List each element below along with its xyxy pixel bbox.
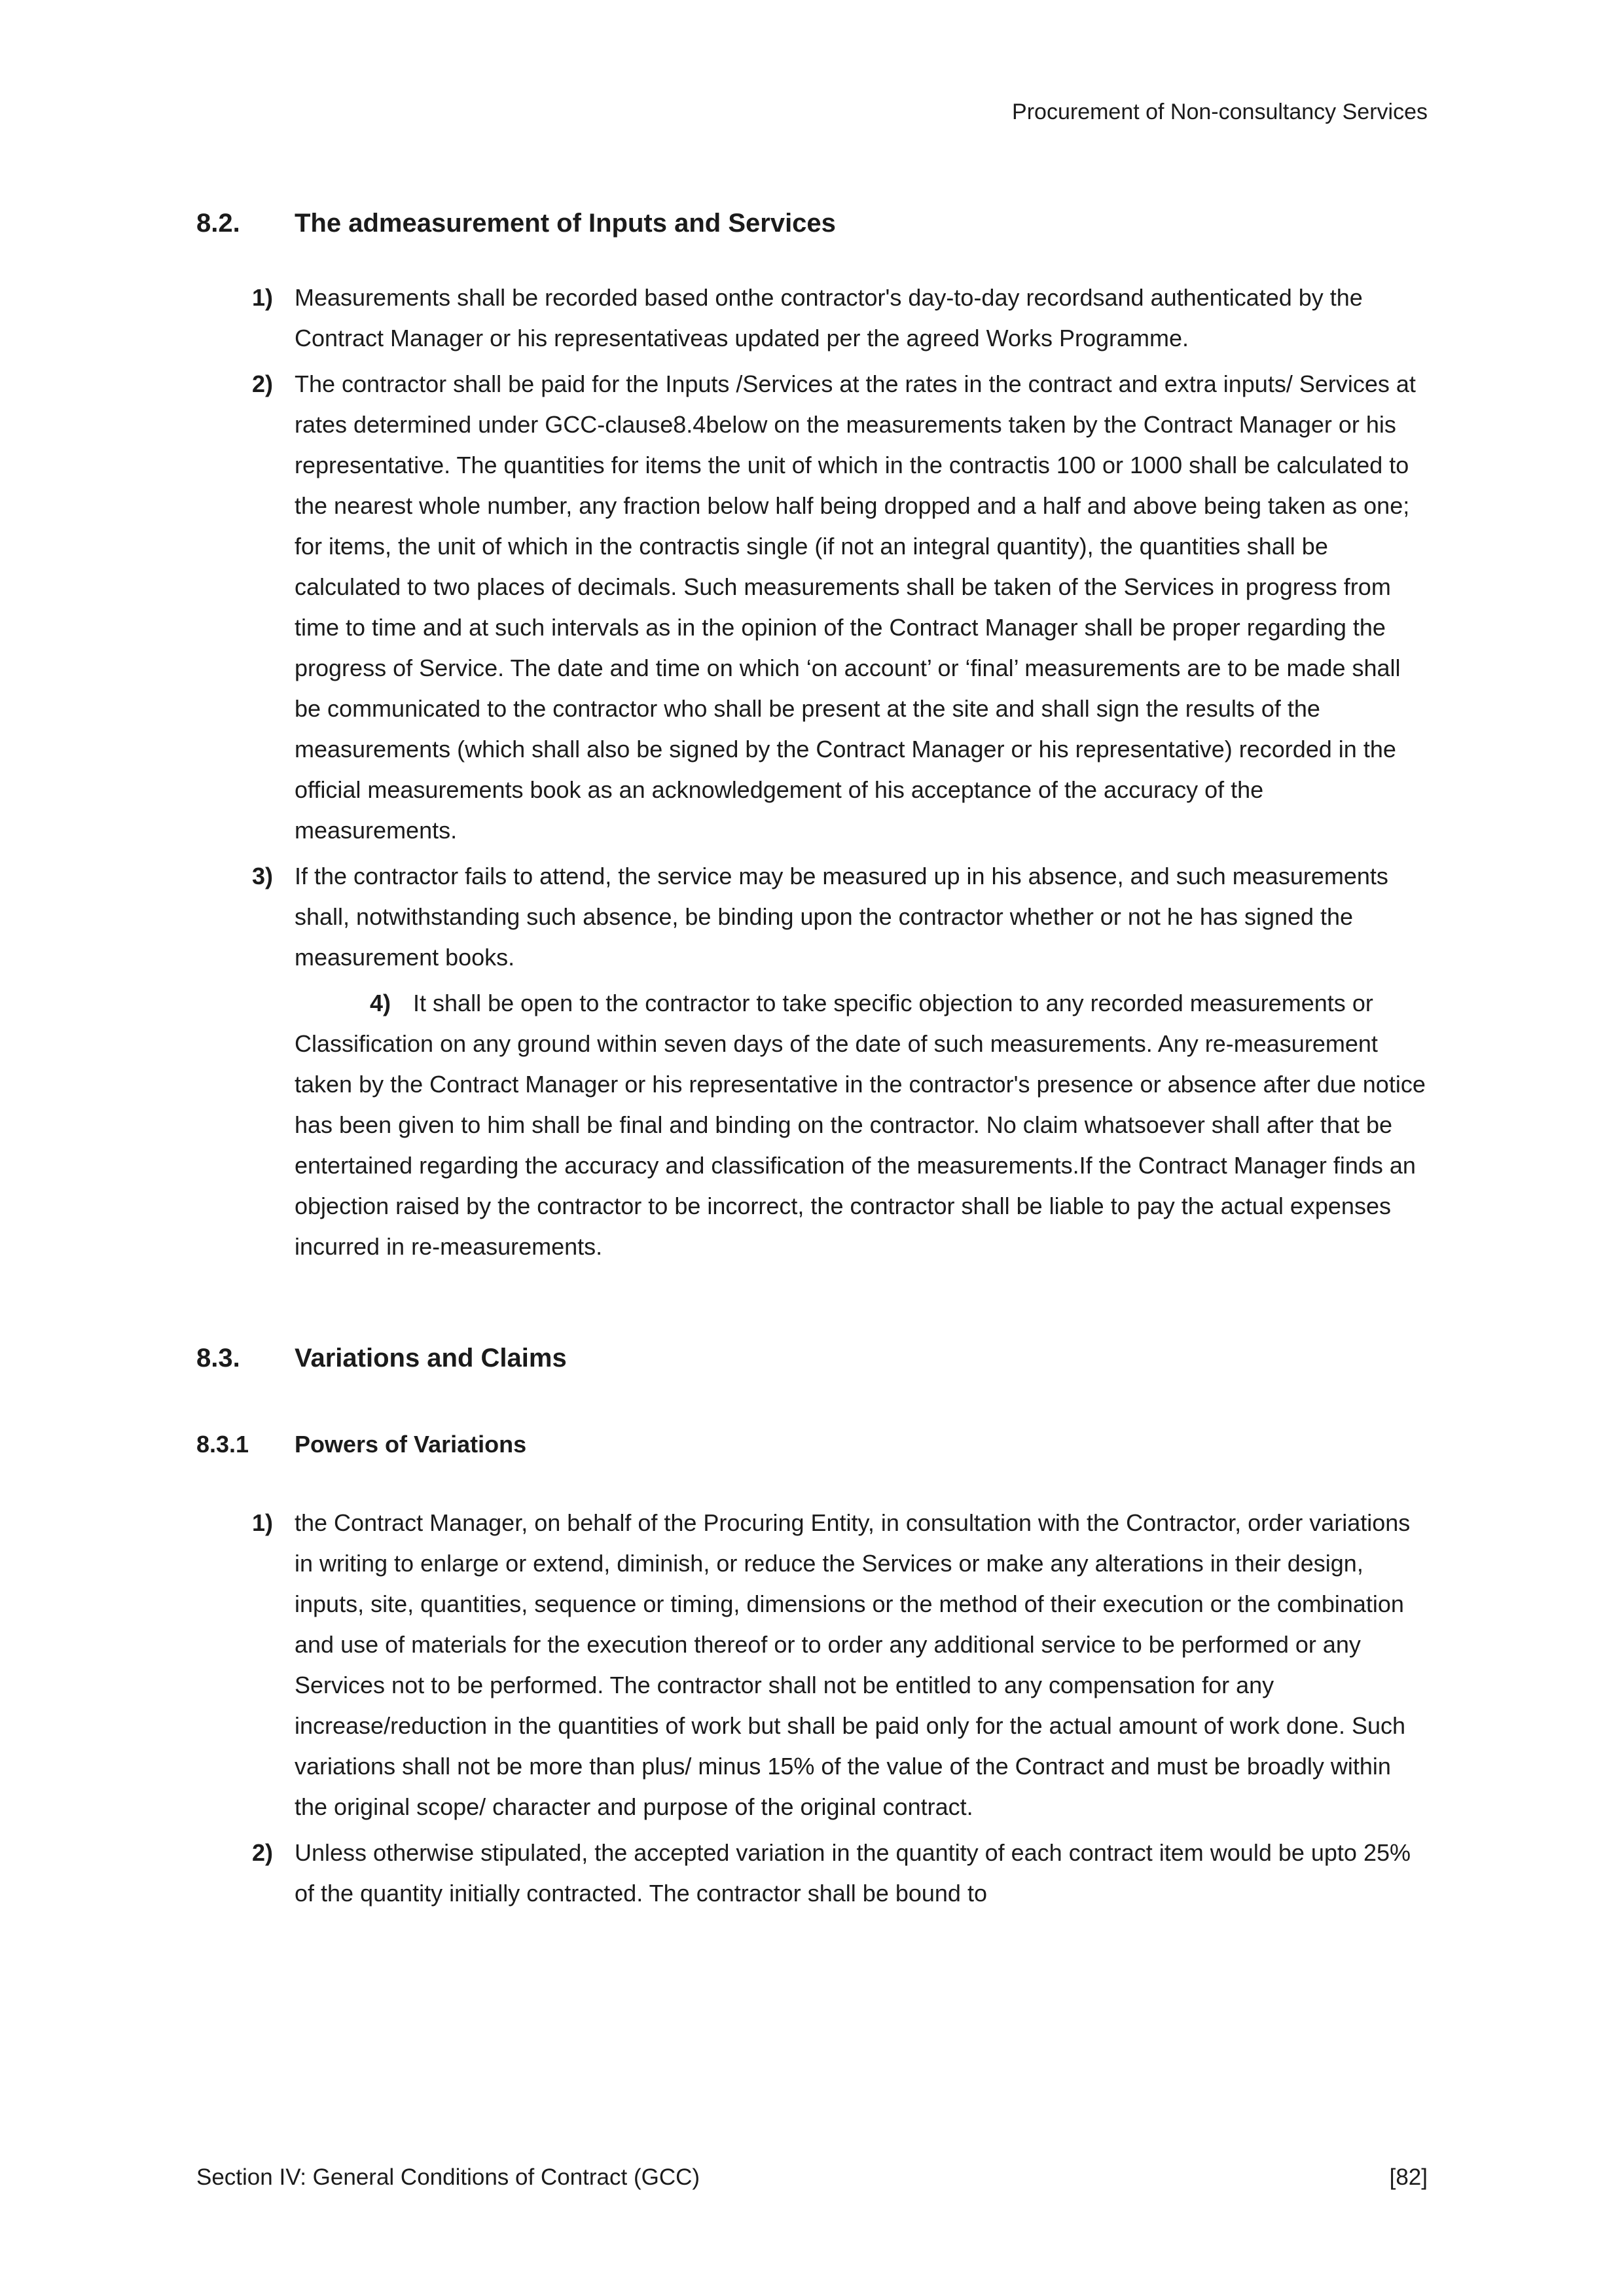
- page-footer: [196, 2157, 1428, 2198]
- section-8-3-1-list: [196, 1503, 1428, 1914]
- list-item-3: [196, 856, 1428, 978]
- list-item-3-text: If the contractor fails to attend, the service may be measured up in his absence, and such measurements shall, notwithstanding such absence, be binding upon the contractor whether or not he has signed the measurement books.: [295, 863, 1388, 971]
- list-item-3-marker: 3): [252, 863, 274, 889]
- section-8-3-number: 8.3.: [196, 1344, 240, 1372]
- list-item-2-text: The contractor shall be paid for the Inputs /Services at the rates in the contract and extra inputs/ Services at rates determined under GCC-clause8.4below on the measurements taken by the Contract Manager or his representative. The quantities for items the unit of which in the contractis 100 or 1000 shall be calculated to the nearest whole number, any fraction below half being dropped and a half and above being taken as one; for items, the unit of which in the contractis single (if not an integral quantity), the quantities shall be calculated to two places of decimals. Such measurements shall be taken of the Services in progress from time to time and at such intervals as in the opinion of the Contract Manager shall be proper regarding the progress of Service. The date and time on which ‘on account’ or ‘final’ measurements are to be made shall be communicated to the contractor who shall be present at the site and shall sign the results of the measurements (which shall also be signed by the Contract Manager or his representative) recorded in the official measurements book as an acknowledgement of his acceptance of the accuracy of the measurements.: [295, 370, 1416, 844]
- list-item-2-marker: 2): [252, 370, 274, 397]
- list-item-4-text: It shall be open to the contractor to take specific objection to any recorded measurements or Classification on any ground within seven days of the date of such measurements. Any re-measurement taken by the Contract Manager or his representative in the contractor's presence or absence after due notice has been given to him shall be final and binding on the contractor. No claim whatsoever shall after that be entertained regarding the accuracy and classification of the measurements.If the Contract Manager finds an objection raised by the contractor to be incorrect, the contractor shall be liable to pay the actual expenses incurred in re-measurements.: [295, 990, 1426, 1260]
- list-item-1: [196, 278, 1428, 359]
- section-8-3-1-heading: [196, 1424, 1428, 1465]
- footer-section-label: Section IV: General Conditions of Contract (GCC): [196, 2164, 700, 2190]
- list-item-1-text: the Contract Manager, on behalf of the Procuring Entity, in consultation with the Contractor, order variations in writing to enlarge or extend, diminish, or reduce the Services or make any alterations in their design, inputs, site, quantities, sequence or timing, dimensions or the method of their execution or the combination and use of materials for the execution thereof or to order any additional service to be performed or any Services not to be performed. The contractor shall not be entitled to any compensation for any increase/reduction in the quantities of work but shall be paid only for the actual amount of work done. Such variations shall not be more than plus/ minus 15% of the value of the Contract and must be broadly within the original scope/ character and purpose of the original contract.: [295, 1509, 1411, 1820]
- list-item-4: [196, 983, 1428, 1267]
- section-8-2-title: The admeasurement of Inputs and Services: [295, 209, 836, 238]
- section-8-3-1-number: 8.3.1: [196, 1431, 249, 1458]
- list-item-2-marker: 2): [252, 1839, 274, 1866]
- list-item-1: [196, 1503, 1428, 1827]
- list-item-2: [196, 1833, 1428, 1914]
- running-header-text: Procurement of Non-consultancy Services: [1012, 99, 1428, 124]
- list-item-2: [196, 364, 1428, 851]
- list-item-4-marker: 4): [370, 990, 391, 1016]
- list-item-2-text: Unless otherwise stipulated, the accepted variation in the quantity of each contract item would be upto 25% of the quantity initially contracted. The contractor shall be bound to: [295, 1839, 1411, 1907]
- section-8-3-1-title: Powers of Variations: [295, 1431, 527, 1458]
- list-item-1-text: Measurements shall be recorded based onthe contractor's day-to-day recordsand authenticated by the Contract Manager or his representativeas updated per the agreed Works Programme.: [295, 284, 1363, 351]
- section-8-2-number: 8.2.: [196, 209, 240, 238]
- footer-page-number: [82]: [1389, 2164, 1428, 2190]
- section-8-3-heading: [196, 1338, 1428, 1378]
- section-8-2-heading: [196, 203, 1428, 243]
- list-item-1-marker: 1): [252, 284, 274, 311]
- running-header: [196, 92, 1428, 132]
- section-8-2-list: [196, 278, 1428, 1267]
- section-8-3-title: Variations and Claims: [295, 1344, 567, 1372]
- list-item-1-marker: 1): [252, 1509, 274, 1536]
